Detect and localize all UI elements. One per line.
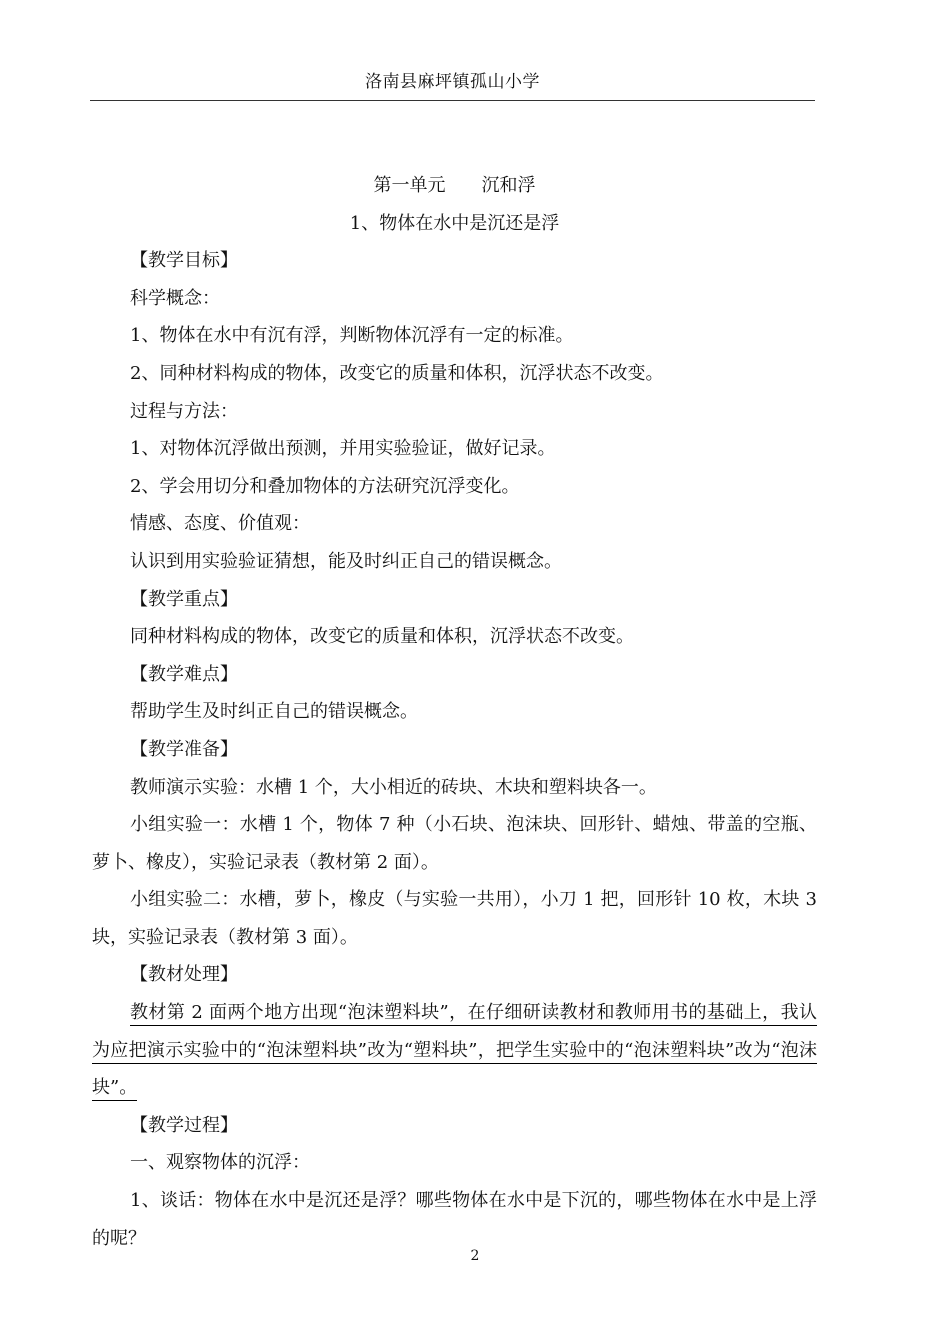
material-handling-text	[92, 994, 817, 1107]
process-step-1: 一、观察物体的沉浮：	[130, 1152, 310, 1174]
prep-group-experiment-2: 小组实验二：水槽，萝卜，橡皮（与实验一共用），小刀 1 把，回形针 10 枚，木块 3 块，实验记录表（教材第 3 面）。	[92, 889, 817, 948]
prep-group-experiment-1: 小组实验一：水槽 1 个，物体 7 种（小石块、泡沫块、回形针、蜡烛、带盖的空瓶、萝卜、橡皮），实验记录表（教材第 2 面）。	[92, 814, 817, 873]
process-step-1-1: 1、谈话：物体在水中是沉还是浮？哪些物体在水中是下沉的，哪些物体在水中是上浮的呢？	[92, 1190, 817, 1249]
goal-item-1: 1、物体在水中有沉有浮，判断物体沉浮有一定的标准。	[130, 325, 574, 347]
subheading-process-method: 过程与方法：	[130, 400, 238, 422]
attitude-item-1: 认识到用实验验证猜想，能及时纠正自己的错误概念。	[130, 550, 562, 572]
page-header: 洛南县麻坪镇孤山小学	[365, 72, 540, 92]
subheading-concept: 科学概念：	[130, 287, 220, 309]
header-divider	[90, 100, 815, 101]
method-item-1: 1、对物体沉浮做出预测，并用实验验证，做好记录。	[130, 438, 556, 460]
page-number: 2	[470, 1248, 480, 1264]
heading-difficulties: 【教学难点】	[130, 663, 238, 685]
unit-number: 第一单元	[373, 175, 446, 196]
method-item-2: 2、学会用切分和叠加物体的方法研究沉浮变化。	[130, 475, 520, 497]
goal-item-2: 2、同种材料构成的物体，改变它的质量和体积，沉浮状态不改变。	[130, 362, 664, 384]
material-underlined-text: 教材第 2 面两个地方出现“泡沫塑料块”，在仔细研读教材和教师用书的基础上，我认为应把演示实验中的“泡沫塑料块”改为“塑料块”，把学生实验中的“泡沫塑料块”改为“泡沫块”。	[92, 1002, 817, 1101]
heading-key-points: 【教学重点】	[130, 588, 238, 610]
difficulty-text: 帮助学生及时纠正自己的错误概念。	[130, 701, 418, 723]
unit-name: 沉和浮	[481, 175, 536, 196]
lesson-title: 1、物体在水中是沉还是浮	[349, 212, 560, 234]
heading-material-handling: 【教材处理】	[130, 964, 238, 986]
subheading-attitude: 情感、态度、价值观：	[130, 513, 310, 535]
prep-teacher-demo: 教师演示实验：水槽 1 个，大小相近的砖块、木块和塑料块各一。	[130, 776, 657, 798]
unit-title	[92, 167, 817, 205]
heading-goals: 【教学目标】	[130, 250, 238, 272]
heading-teaching-process: 【教学过程】	[130, 1114, 238, 1136]
heading-preparation: 【教学准备】	[130, 738, 238, 760]
document-body	[92, 167, 817, 1257]
key-point-text: 同种材料构成的物体，改变它的质量和体积，沉浮状态不改变。	[130, 626, 634, 648]
